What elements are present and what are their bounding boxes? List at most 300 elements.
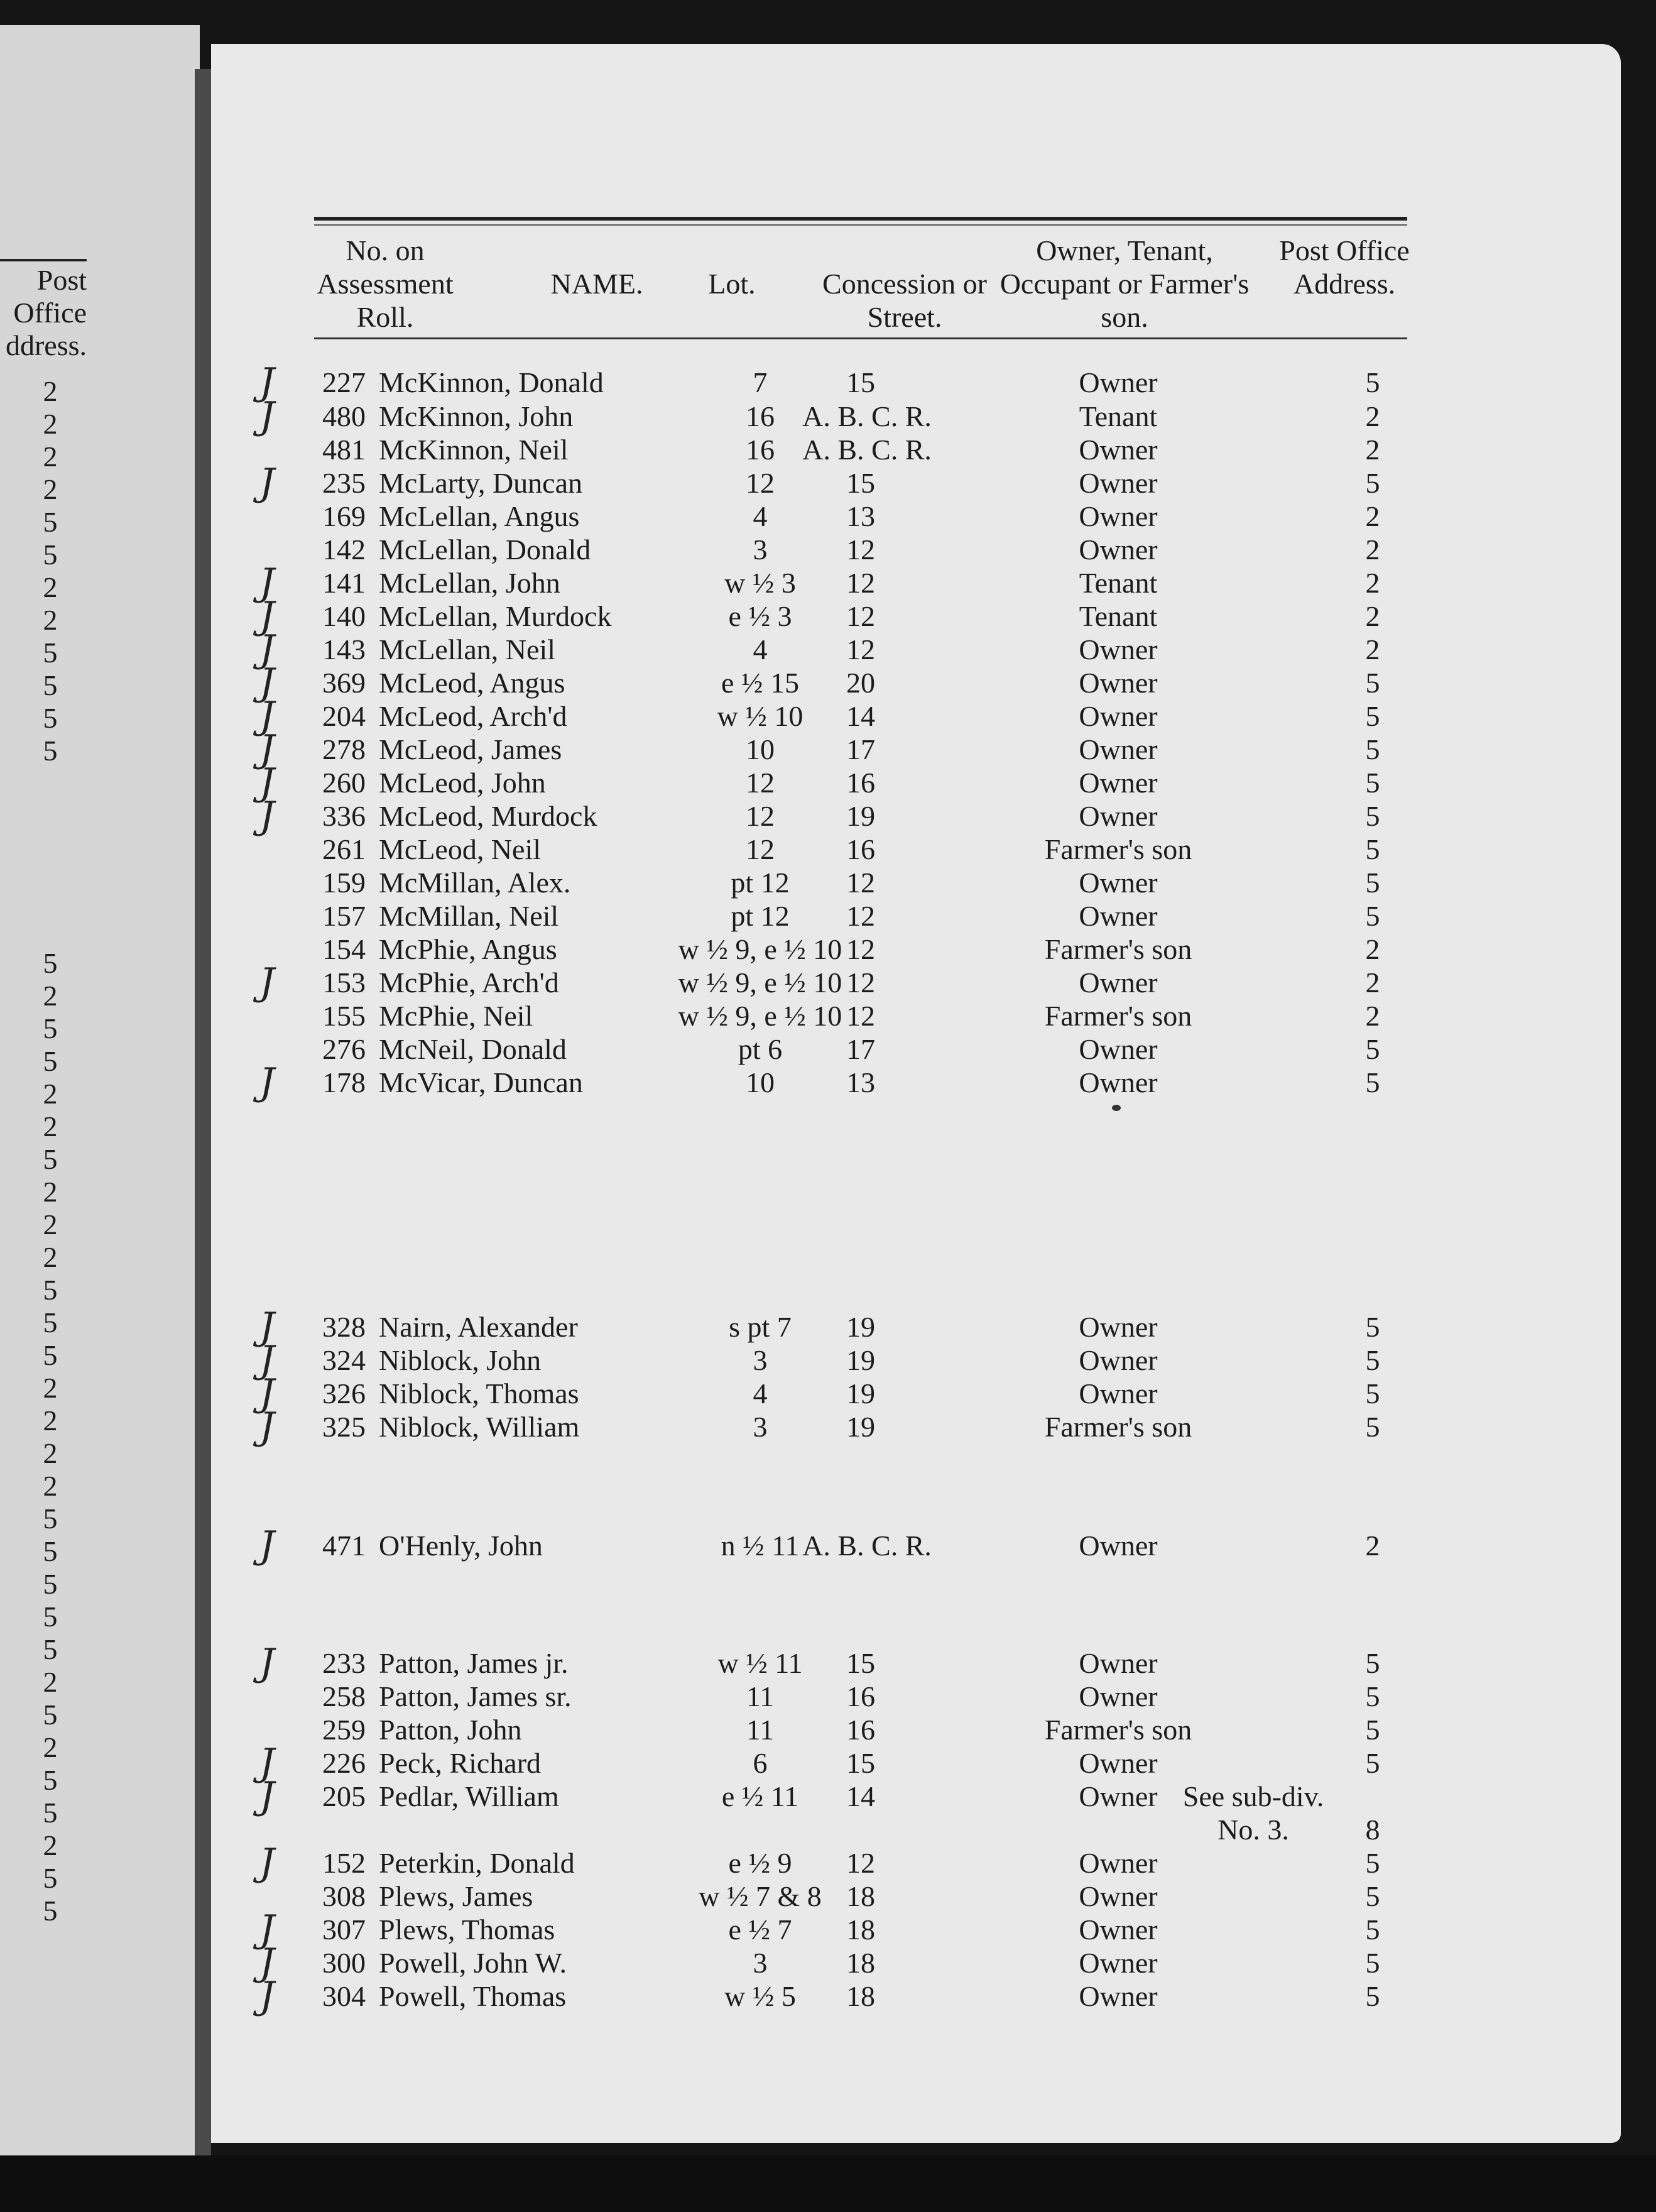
- left-post-office-value: 5: [43, 1601, 58, 1633]
- occupancy: Owner: [1079, 1747, 1158, 1779]
- occupancy: Owner: [1079, 633, 1158, 665]
- lot: 3: [753, 1411, 768, 1443]
- ledger-row: [0, 500, 1656, 533]
- occupancy: Owner: [1079, 1847, 1158, 1879]
- occupancy: Farmer's son: [1044, 1000, 1192, 1032]
- left-post-office-value: 5: [43, 1143, 58, 1175]
- occupancy: Tenant: [1079, 600, 1158, 632]
- roll-number: 152: [322, 1847, 366, 1879]
- left-post-office-value: 5: [43, 669, 58, 701]
- left-post-office-value: 5: [43, 1764, 58, 1796]
- ledger-row: [0, 594, 1656, 638]
- concession: 12: [846, 633, 875, 665]
- person-name: Pedlar, William: [379, 1780, 559, 1812]
- post-office: 5: [1365, 833, 1380, 865]
- person-name: McLellan, Angus: [379, 500, 580, 532]
- lot: e ½ 11: [721, 1780, 799, 1812]
- left-post-office-value: 5: [43, 506, 58, 538]
- concession: 12: [846, 1000, 875, 1032]
- concession: 19: [846, 1377, 875, 1410]
- roll-number: 153: [322, 966, 366, 999]
- lot: w ½ 11: [717, 1647, 803, 1679]
- left-post-office-value: 5: [43, 1699, 58, 1731]
- left-post-office-value: 5: [43, 1045, 58, 1077]
- lot: 7: [753, 366, 768, 398]
- check-mark: J: [259, 561, 275, 605]
- occupancy: Owner: [1079, 1530, 1158, 1562]
- occupancy: Owner: [1079, 1914, 1158, 1946]
- post-office: 5: [1365, 900, 1380, 932]
- post-office: 5: [1365, 1980, 1380, 2012]
- roll-number: 140: [322, 600, 366, 632]
- left-post-office-value: 5: [43, 735, 58, 767]
- roll-number: 141: [322, 567, 366, 599]
- concession: 16: [846, 1714, 875, 1746]
- post-office: 2: [1365, 933, 1380, 965]
- concession: 12: [846, 900, 875, 932]
- occupancy: Owner: [1079, 667, 1158, 699]
- occupancy: Farmer's son: [1044, 1714, 1192, 1746]
- concession: 15: [846, 1747, 875, 1779]
- ledger-row: [0, 1880, 1656, 1913]
- left-post-office-value: 2: [43, 980, 58, 1012]
- occupancy: Owner: [1079, 1377, 1158, 1410]
- lot: w ½ 9, e ½ 10: [678, 933, 842, 965]
- occupancy: Owner: [1079, 1033, 1158, 1065]
- occupancy: Owner: [1079, 1880, 1158, 1912]
- lot: pt 12: [731, 867, 790, 899]
- check-mark: J: [259, 794, 275, 838]
- concession: 12: [846, 1847, 875, 1879]
- occupancy: Farmer's son: [1044, 1411, 1192, 1443]
- person-name: McNeil, Donald: [379, 1033, 567, 1065]
- left-post-office-value: 2: [43, 1404, 58, 1437]
- check-mark: J: [259, 727, 275, 771]
- roll-number: 308: [322, 1880, 366, 1912]
- concession: 19: [846, 1411, 875, 1443]
- left-post-office-value: 2: [43, 1241, 58, 1273]
- occupancy: Owner: [1079, 1680, 1158, 1712]
- ledger-row: [0, 1371, 1656, 1415]
- post-office: 5: [1365, 700, 1380, 732]
- occupancy: Farmer's son: [1044, 933, 1192, 965]
- left-header-line: Office: [13, 297, 87, 329]
- ledger-row: [0, 1974, 1656, 2018]
- lot: 11: [746, 1714, 775, 1746]
- left-post-office-value: 5: [43, 947, 58, 979]
- lot: 10: [746, 1066, 775, 1098]
- person-name: McLeod, Neil: [379, 833, 542, 865]
- post-office: 5: [1365, 1311, 1380, 1343]
- concession: 15: [846, 1647, 875, 1679]
- ledger-row: [0, 833, 1656, 866]
- roll-number: 480: [322, 400, 366, 432]
- left-post-office-value: 2: [43, 473, 58, 505]
- roll-number: 233: [322, 1647, 366, 1679]
- left-post-office-value: 5: [43, 637, 58, 669]
- concession: 18: [846, 1880, 875, 1912]
- person-name: McLellan, Murdock: [379, 600, 612, 632]
- post-office: 5: [1365, 1680, 1380, 1712]
- ledger-row: [0, 461, 1656, 505]
- person-name: Powell, John W.: [379, 1947, 567, 1979]
- occupancy: Owner: [1079, 1647, 1158, 1679]
- occupancy: Owner: [1079, 800, 1158, 832]
- person-name: McKinnon, Neil: [379, 434, 569, 466]
- roll-number: 260: [322, 767, 366, 799]
- ledger-row: [0, 1774, 1656, 1818]
- ledger-row: [0, 394, 1656, 438]
- left-post-office-value: 5: [43, 1306, 58, 1339]
- occupancy: Owner: [1079, 434, 1158, 466]
- person-name: McLeod, Arch'd: [379, 700, 567, 732]
- post-office: 5: [1365, 1377, 1380, 1410]
- concession: 19: [846, 1311, 875, 1343]
- check-mark: J: [259, 960, 275, 1004]
- roll-number: 154: [322, 933, 366, 965]
- header-owner-tenant: Owner, Tenant, Occupant or Farmer's son.: [1000, 234, 1250, 333]
- person-name: McMillan, Neil: [379, 900, 559, 932]
- left-post-office-value: 2: [43, 1078, 58, 1110]
- concession: 12: [846, 867, 875, 899]
- header-lot: Lot.: [708, 268, 756, 300]
- header-rule-top: [314, 217, 1407, 221]
- check-mark: J: [259, 1641, 275, 1685]
- ledger-row: [0, 1305, 1656, 1349]
- roll-number: 204: [322, 700, 366, 732]
- lot: pt 12: [731, 900, 790, 932]
- ledger-row: [0, 1907, 1656, 1951]
- check-mark: J: [259, 1774, 275, 1818]
- ledger-row: [0, 760, 1656, 804]
- concession: 17: [846, 1033, 875, 1065]
- concession: 20: [846, 667, 875, 699]
- roll-number: 307: [322, 1914, 366, 1946]
- lot: s pt 7: [729, 1311, 792, 1343]
- roll-number: 142: [322, 534, 366, 566]
- ledger-row: [0, 794, 1656, 838]
- roll-number: 369: [322, 667, 366, 699]
- left-post-office-value: 2: [43, 571, 58, 603]
- ledger-row: [0, 1841, 1656, 1885]
- check-mark: J: [259, 360, 275, 404]
- concession: A. B. C. R.: [802, 400, 932, 432]
- left-post-office-value: 5: [43, 1633, 58, 1665]
- check-mark: J: [259, 694, 275, 738]
- concession: 14: [846, 1780, 875, 1812]
- lot: e ½ 3: [728, 600, 792, 632]
- left-post-office-value: 5: [43, 539, 58, 571]
- concession: 16: [846, 1680, 875, 1712]
- roll-number: 261: [322, 833, 366, 865]
- lot: e ½ 9: [728, 1847, 792, 1879]
- occupancy: Owner: [1079, 467, 1158, 499]
- left-post-office-value: 2: [43, 1176, 58, 1208]
- post-office: 2: [1365, 434, 1380, 466]
- check-mark: J: [259, 1907, 275, 1951]
- post-office: 2: [1365, 400, 1380, 432]
- left-post-office-value: 5: [43, 1895, 58, 1927]
- left-post-office-value: 5: [43, 702, 58, 734]
- left-post-office-value: 2: [43, 1110, 58, 1142]
- ledger-row: [0, 1813, 1656, 1846]
- post-office: 5: [1365, 1847, 1380, 1879]
- post-office: 5: [1365, 1914, 1380, 1946]
- left-header-line: Post: [36, 264, 87, 296]
- lot: 12: [746, 833, 775, 865]
- post-office: 5: [1365, 467, 1380, 499]
- ledger-row: [0, 1680, 1656, 1713]
- post-office: 5: [1365, 1344, 1380, 1376]
- lot: w ½ 5: [724, 1980, 796, 2012]
- person-name: Niblock, William: [379, 1411, 580, 1443]
- left-post-office-value: 2: [43, 441, 58, 473]
- ledger-row: [0, 433, 1656, 466]
- lot: 11: [746, 1680, 775, 1712]
- post-office: 2: [1365, 600, 1380, 632]
- left-post-office-value: 2: [43, 1470, 58, 1502]
- person-name: McLellan, John: [379, 567, 560, 599]
- check-mark: J: [259, 627, 275, 671]
- person-name: McPhie, Arch'd: [379, 966, 559, 999]
- check-mark: J: [259, 1974, 275, 2018]
- roll-number: 178: [322, 1066, 366, 1098]
- concession: 12: [846, 933, 875, 965]
- roll-number: 169: [322, 500, 366, 532]
- ledger-row: [0, 1941, 1656, 1985]
- roll-number: 227: [322, 366, 366, 398]
- roll-number: 143: [322, 633, 366, 665]
- lot: w ½ 7 & 8: [699, 1880, 822, 1912]
- ledger-row: [0, 360, 1656, 404]
- lot: e ½ 15: [721, 667, 799, 699]
- roll-number: 259: [322, 1714, 366, 1746]
- person-name: McLarty, Duncan: [379, 467, 582, 499]
- left-post-office-value: 2: [43, 408, 58, 440]
- post-office: 5: [1365, 867, 1380, 899]
- concession: 17: [846, 733, 875, 765]
- person-name: McPhie, Angus: [379, 933, 557, 965]
- occupancy: Owner: [1079, 1311, 1158, 1343]
- post-office: 2: [1365, 500, 1380, 532]
- lot: 12: [746, 800, 775, 832]
- left-post-office-value: 5: [43, 1339, 58, 1371]
- check-mark: J: [259, 461, 275, 505]
- lot: 12: [746, 467, 775, 499]
- lot: 3: [753, 1344, 768, 1376]
- lot: 16: [746, 434, 775, 466]
- concession: A. B. C. R.: [802, 1530, 932, 1562]
- post-office: 5: [1365, 1066, 1380, 1098]
- post-office: 5: [1365, 1647, 1380, 1679]
- person-name: McPhie, Neil: [379, 1000, 533, 1032]
- ledger-row: [0, 561, 1656, 605]
- occupancy: Owner: [1079, 767, 1158, 799]
- roll-number: 325: [322, 1411, 366, 1443]
- concession: 16: [846, 767, 875, 799]
- lot: 10: [746, 733, 775, 765]
- roll-number: 471: [322, 1530, 366, 1562]
- scan-border: [0, 2155, 1656, 2212]
- left-post-office-value: 2: [43, 375, 58, 407]
- occupancy: Owner: [1079, 1780, 1158, 1812]
- left-post-office-value: 2: [43, 1731, 58, 1763]
- person-name: McLeod, Murdock: [379, 800, 597, 832]
- header-rule-bottom: [314, 337, 1407, 339]
- roll-number: 304: [322, 1980, 366, 2012]
- note: No. 3.: [1217, 1814, 1289, 1846]
- ledger-row: [0, 627, 1656, 671]
- lot: 3: [753, 1947, 768, 1979]
- check-mark: J: [259, 1941, 275, 1985]
- person-name: Niblock, Thomas: [379, 1377, 579, 1410]
- concession: 15: [846, 366, 875, 398]
- person-name: McLeod, Angus: [379, 667, 565, 699]
- concession: 12: [846, 600, 875, 632]
- post-office: 5: [1365, 800, 1380, 832]
- concession: 12: [846, 567, 875, 599]
- ledger-row: [0, 694, 1656, 738]
- post-office: 5: [1365, 1411, 1380, 1443]
- person-name: Powell, Thomas: [379, 1980, 567, 2012]
- header-assessment-roll: No. on Assessment Roll.: [317, 234, 454, 333]
- occupancy: Owner: [1079, 1947, 1158, 1979]
- left-post-office-value: 5: [43, 1797, 58, 1829]
- lot: w ½ 9, e ½ 10: [678, 1000, 842, 1032]
- lot: 3: [753, 534, 768, 566]
- concession: 13: [846, 1066, 875, 1098]
- left-post-office-value: 2: [43, 1829, 58, 1861]
- concession: 12: [846, 534, 875, 566]
- occupancy: Owner: [1079, 867, 1158, 899]
- concession: 15: [846, 467, 875, 499]
- lot: pt 6: [738, 1033, 783, 1065]
- check-mark: J: [259, 1404, 275, 1448]
- ink-dot: [1112, 1105, 1121, 1111]
- ledger-row: [0, 1641, 1656, 1685]
- person-name: McMillan, Alex.: [379, 867, 571, 899]
- occupancy: Owner: [1079, 500, 1158, 532]
- left-header-rule: [0, 259, 87, 261]
- person-name: McLellan, Neil: [379, 633, 556, 665]
- left-post-office-value: 2: [43, 604, 58, 636]
- concession: 14: [846, 700, 875, 732]
- lot: n ½ 11: [721, 1530, 800, 1562]
- roll-number: 278: [322, 733, 366, 765]
- post-office: 2: [1365, 534, 1380, 566]
- ledger-row: [0, 866, 1656, 899]
- lot: 4: [753, 1377, 768, 1410]
- ledger-row: [0, 1523, 1656, 1567]
- roll-number: 328: [322, 1311, 366, 1343]
- post-office: 5: [1365, 366, 1380, 398]
- check-mark: J: [259, 394, 275, 438]
- roll-number: 226: [322, 1747, 366, 1779]
- roll-number: 155: [322, 1000, 366, 1032]
- roll-number: 276: [322, 1033, 366, 1065]
- ledger-row: [0, 999, 1656, 1032]
- left-post-office-value: 5: [43, 1012, 58, 1044]
- roll-number: 258: [322, 1680, 366, 1712]
- person-name: O'Henly, John: [379, 1530, 543, 1562]
- check-mark: J: [259, 1338, 275, 1382]
- left-post-office-value: 2: [43, 1437, 58, 1469]
- check-mark: J: [259, 1060, 275, 1104]
- ledger-row: [0, 1741, 1656, 1785]
- lot: 4: [753, 633, 768, 665]
- check-mark: J: [259, 1523, 275, 1567]
- check-mark: J: [259, 1741, 275, 1785]
- roll-number: 205: [322, 1780, 366, 1812]
- post-office: 2: [1365, 633, 1380, 665]
- ledger-row: [0, 727, 1656, 771]
- left-header-line: ddress.: [5, 329, 87, 361]
- post-office: 2: [1365, 966, 1380, 999]
- post-office: 5: [1365, 733, 1380, 765]
- post-office: 5: [1365, 1033, 1380, 1065]
- occupancy: Owner: [1079, 966, 1158, 999]
- roll-number: 157: [322, 900, 366, 932]
- ledger-row: [0, 899, 1656, 933]
- occupancy: Owner: [1079, 534, 1158, 566]
- post-office: 5: [1365, 1947, 1380, 1979]
- concession: 18: [846, 1947, 875, 1979]
- person-name: Plews, James: [379, 1880, 533, 1912]
- person-name: Patton, James sr.: [379, 1680, 572, 1712]
- ledger-row: [0, 1338, 1656, 1382]
- person-name: Plews, Thomas: [379, 1914, 555, 1946]
- check-mark: J: [259, 760, 275, 804]
- lot: 4: [753, 500, 768, 532]
- lot: w ½ 3: [724, 567, 796, 599]
- occupancy: Owner: [1079, 900, 1158, 932]
- occupancy: Owner: [1079, 1066, 1158, 1098]
- post-office: 2: [1365, 567, 1380, 599]
- person-name: McVicar, Duncan: [379, 1066, 583, 1098]
- person-name: Peck, Richard: [379, 1747, 542, 1779]
- occupancy: Owner: [1079, 366, 1158, 398]
- occupancy: Tenant: [1079, 400, 1158, 432]
- left-post-office-value: 2: [43, 1666, 58, 1698]
- person-name: Patton, James jr.: [379, 1647, 569, 1679]
- person-name: McKinnon, John: [379, 400, 574, 432]
- header-rule-top-thin: [314, 224, 1407, 226]
- header-name: NAME.: [550, 268, 643, 300]
- person-name: McLellan, Donald: [379, 534, 591, 566]
- person-name: McLeod, James: [379, 733, 562, 765]
- roll-number: 300: [322, 1947, 366, 1979]
- left-post-office-value: 5: [43, 1535, 58, 1567]
- concession: 18: [846, 1980, 875, 2012]
- post-office: 8: [1365, 1814, 1380, 1846]
- lot: e ½ 7: [728, 1914, 792, 1946]
- post-office: 2: [1365, 1530, 1380, 1562]
- header-post-office: Post Office Address.: [1279, 234, 1410, 300]
- left-post-office-value: 5: [43, 1568, 58, 1600]
- lot: w ½ 10: [717, 700, 803, 732]
- occupancy: Owner: [1079, 733, 1158, 765]
- note: See sub-div.: [1182, 1780, 1324, 1812]
- ledger-row: [0, 1060, 1656, 1104]
- concession: 19: [846, 800, 875, 832]
- ledger-row: [0, 1032, 1656, 1066]
- occupancy: Tenant: [1079, 567, 1158, 599]
- concession: 19: [846, 1344, 875, 1376]
- check-mark: J: [259, 594, 275, 638]
- concession: A. B. C. R.: [802, 434, 932, 466]
- left-post-office-value: 2: [43, 1372, 58, 1404]
- person-name: Patton, John: [379, 1714, 522, 1746]
